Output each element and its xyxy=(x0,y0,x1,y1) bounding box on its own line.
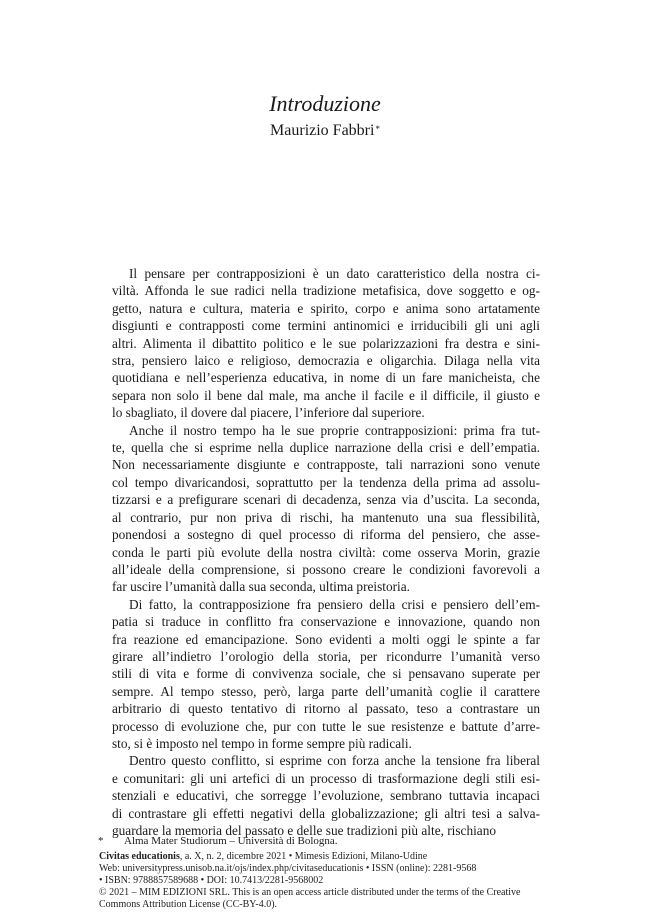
text-line: fra reazione ed emancipazione. Sono evidenti a molti oggi le spinte a far xyxy=(112,631,540,647)
text-line: stra, pensiero laico e religioso, democrazia e oligarchia. Dilaga nella vita xyxy=(112,353,540,369)
paragraph xyxy=(112,596,540,753)
article-title: Introduzione xyxy=(269,91,381,116)
imprint-line-5: Commons Attribution License (CC-BY-4.0). xyxy=(99,899,278,910)
text-line: quotidiana e nell’esperienza educativa, in nome di un fare manicheista, che xyxy=(112,370,540,386)
text-line: guardare la memoria del passato e delle sue tradizioni più alte, rischiano xyxy=(112,823,496,838)
author-name xyxy=(0,121,650,141)
text-line: arbitrario di questo tentativo di ritorno al passato, teso a contrastare un xyxy=(112,701,540,717)
text-line: Il pensare per contrapposizioni è un dato caratteristico della nostra ci- xyxy=(129,266,540,281)
text-line: altri. Alimenta il dibattito politico e le sue polarizzazioni fra destra e sini- xyxy=(112,335,540,351)
text-line: Dentro questo conflitto, si esprime con forza anche la tensione fra liberal xyxy=(129,753,540,769)
text-line: e comunitari: gli uni artefici di un processo di trasformazione degli stili esi- xyxy=(112,770,540,786)
paragraph xyxy=(112,752,540,839)
journal-imprint xyxy=(99,851,559,911)
text-line: conda le parti più evolute della nostra civiltà: come osserva Morin, grazie xyxy=(112,544,540,560)
imprint-line-1 xyxy=(99,851,559,863)
author-footnote-mark: * xyxy=(375,124,380,134)
text-line: lo sbagliato, il dovere dal piacere, l’inferiore dal superiore. xyxy=(112,405,425,421)
footnote xyxy=(98,834,548,848)
footnote-text: Alma Mater Studiorum – Università di Bologna. xyxy=(124,835,338,847)
journal-name: Civitas educationis xyxy=(99,851,180,862)
article-body xyxy=(112,265,540,839)
paragraph xyxy=(112,265,540,422)
imprint-line-4: © 2021 – MIM EDIZIONI SRL. This is an open access article distributed under the terms of the Creative xyxy=(99,887,521,898)
text-line: all’ideale della comprensione, si possono creare le condizioni favorevoli a xyxy=(112,561,540,577)
text-line: separa non solo il bene dal male, ma anche il facile e il difficile, il giusto e xyxy=(112,387,540,403)
text-line: al contrario, pur non priva di rischi, ha mantenuto una sua flessibilità, xyxy=(112,509,540,525)
author-name-text: Maurizio Fabbri xyxy=(270,122,375,139)
imprint-issue: , a. X, n. 2, dicembre 2021 • Mimesis Edizioni, Milano-Udine xyxy=(179,851,428,862)
text-line: col tempo divaricandosi, soprattutto per la tendenza della prima ad assolu- xyxy=(112,474,540,490)
text-line: sempre. Al tempo stesso, però, larga parte dell’umanità coglie il carattere xyxy=(112,683,540,699)
text-line: ponendosi a sostegno di quel processo di riforma del pensiero, che asse- xyxy=(112,527,540,543)
footnote-mark: * xyxy=(98,835,104,847)
text-line: stili di vita e forme di convivenza sociale, che si pensavano superate per xyxy=(112,666,540,682)
text-line: processo di evoluzione che, pur con tutte le sue resistenze e battute d’arre- xyxy=(112,718,540,734)
text-line: disgiunti e contrapposti come termini antinomici e irriducibili gli uni agli xyxy=(112,318,540,334)
paragraph xyxy=(112,422,540,596)
text-line: te, quella che si esprime nella duplice narrazione della crisi e dell’empatia. xyxy=(112,440,540,456)
imprint-line-3: • ISBN: 9788857589688 • DOI: 10.7413/2281-9568002 xyxy=(99,875,324,886)
text-line: Non necessariamente disgiunte e contrapposte, tali narrazioni sono venute xyxy=(112,457,540,473)
text-line: far uscire l’umanità dalla sua seconda, ultima preistoria. xyxy=(112,579,410,595)
text-line: patia si traduce in conflitto fra conservazione e innovazione, quando non xyxy=(112,614,540,630)
text-line: Anche il nostro tempo ha le sue proprie contrapposizioni: prima fra tut- xyxy=(129,422,540,438)
text-line: sto, si è imposto nel tempo in forme sempre più radicali. xyxy=(112,735,412,751)
text-line: getto, natura e cultura, materia e spirito, corpo e anima sono artatamente xyxy=(112,300,540,316)
text-line: stenziali e educativi, che sorregge l’evoluzione, sembrano tuttavia incapaci xyxy=(112,788,540,804)
text-line: di contrastare gli effetti negativi della globalizzazione; gli altri tesi a salva- xyxy=(112,805,540,821)
text-line: tizzarsi e a prefigurare scenari di decadenza, senza via d’uscita. La seconda, xyxy=(112,492,540,508)
imprint-line-2: Web: universitypress.unisob.na.it/ojs/index.php/civitaseducationis • ISSN (online): 2281-9568 xyxy=(99,863,477,874)
text-line: girare all’indietro l’orologio della storia, per ricondurre l’umanità verso xyxy=(112,648,540,664)
text-line: Di fatto, la contrapposizione fra pensiero della crisi e pensiero dell’em- xyxy=(129,596,540,612)
text-line: viltà. Affonda le sue radici nella tradizione metafisica, dove soggetto e og- xyxy=(112,283,540,299)
